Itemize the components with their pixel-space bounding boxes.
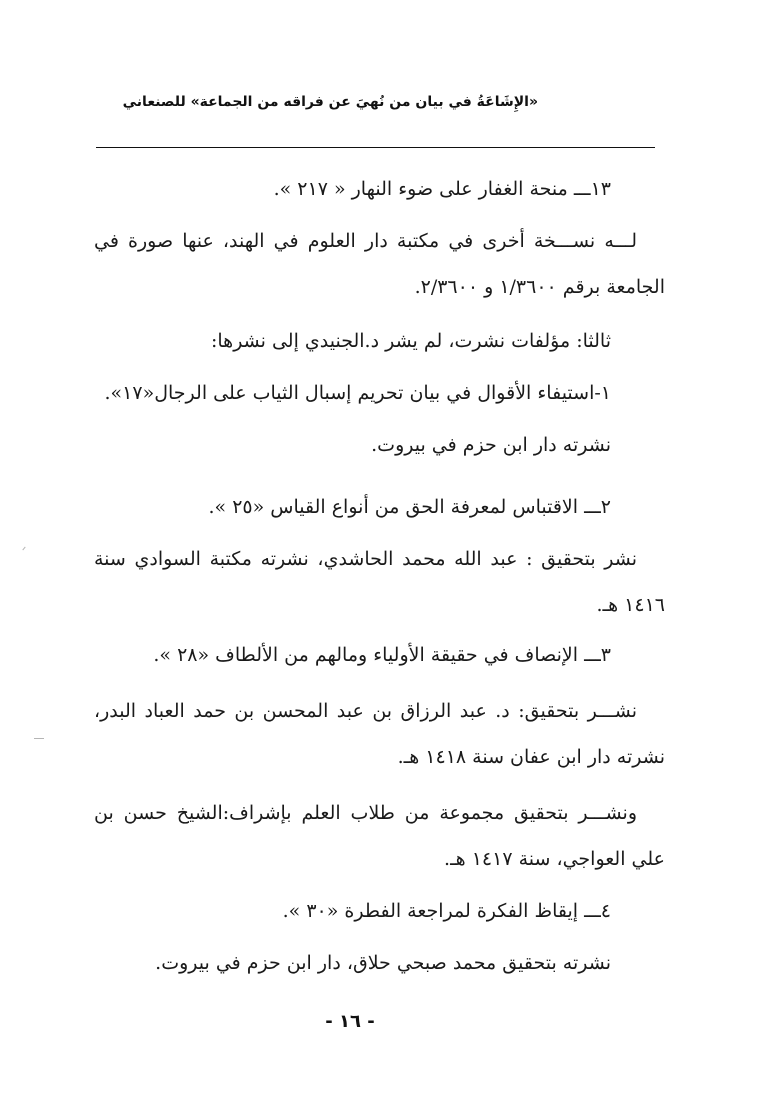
work-2-publication: نشر بتحقيق : عبد الله محمد الحاشدي، نشرته مكتبة السوادي سنة ١٤١٦ هـ.: [94, 548, 665, 616]
header-divider: [96, 147, 655, 148]
section-three-heading: ثالثا: مؤلفات نشرت، لم يشر د.الجنيدي إلى نشرها:: [210, 330, 611, 352]
margin-scan-mark-top: [22, 547, 25, 551]
margin-scan-mark-bottom: [34, 738, 44, 739]
page-number: - ١٦ -: [325, 1011, 375, 1032]
running-header: «الإِشَاعَةُ في بيان من نُهيَ عن فراقه من الجماعة» للصنعاني: [122, 94, 538, 110]
work-3-publication-1: نشـــر بتحقيق: د. عبد الرزاق بن عبد المحسن بن حمد العباد البدر، نشرته دار ابن عفان سنة ١٤١٨ هـ.: [94, 700, 665, 768]
work-1-title: ١-استيفاء الأقوال في بيان تحريم إسبال الثياب على الرجال«١٧».: [104, 382, 611, 404]
work-2-title: ٢ـــ الاقتباس لمعرفة الحق من أنواع القياس «٢٥ ».: [208, 496, 611, 518]
work-1-publication: نشرته دار ابن حزم في بيروت.: [371, 434, 611, 456]
work-3-title: ٣ـــ الإنصاف في حقيقة الأولياء ومالهم من الألطاف «٢٨ ».: [153, 644, 611, 666]
work-3-publication-2: ونشـــر بتحقيق مجموعة من طلاب العلم بإشراف:الشيخ حسن بن علي العواجي، سنة ١٤١٧ هـ.: [94, 802, 665, 870]
entry-13-note: لـــه نســـخة أخرى في مكتبة دار العلوم في الهند، عنها صورة في الجامعة برقم ١/٣٦٠٠ و ٢/٣٦٠٠.: [94, 230, 665, 298]
work-4-title: ٤ـــ إيقاظ الفكرة لمراجعة الفطرة «٣٠ ».: [282, 900, 611, 922]
work-4-publication: نشرته بتحقيق محمد صبحي حلاق، دار ابن حزم في بيروت.: [155, 952, 611, 974]
entry-13-title: ١٣ـــ منحة الغفار على ضوء النهار « ٢١٧ ».: [273, 178, 611, 200]
